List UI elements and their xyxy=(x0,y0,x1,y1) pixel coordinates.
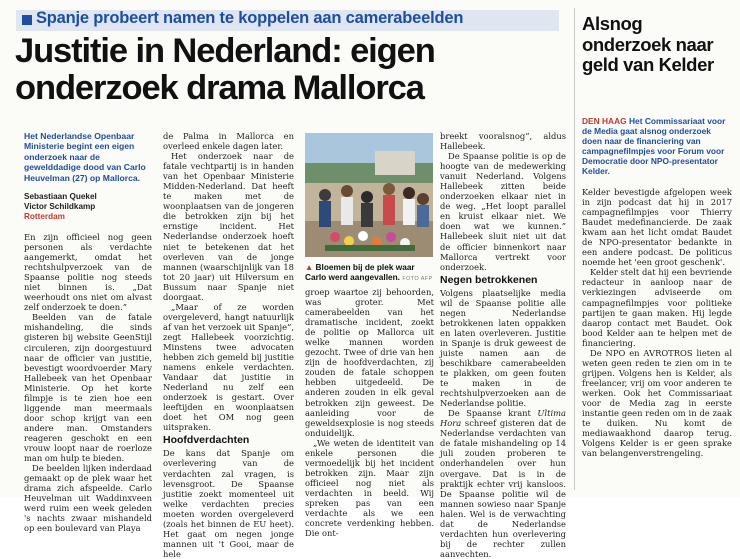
column1-paragraph-3: De beelden lijken inderdaad gemaakt op de plek waar het drama zich afspeelde. Carlo Heuvelman uit Waddinxveen werd ruim een week geleden 's nachts zwaar mishandeld op een boulevard van Playa xyxy=(24,463,152,534)
sidebar-body xyxy=(582,187,732,458)
intro-text: Het Nederlandse Openbaar Ministerie begint een eigen onderzoek naar de gewelddadige dood van Carlo Heuvelman (27) op Mallorca. xyxy=(24,131,146,183)
author-1: Sebastiaan Quekel xyxy=(24,192,97,201)
sidebar-dateline: DEN HAAG xyxy=(582,116,627,126)
main-headline xyxy=(15,33,565,107)
byline-dateline: Rotterdam xyxy=(24,211,65,221)
column2-paragraph-1: de Palma in Mallorca en overleed enkele dagen later. xyxy=(163,131,294,152)
column2-paragraph-2: Het onderzoek naar de fatale vechtpartij is in handen van het Openbaar Ministerie Midden-Nederland. Dat heeft te maken met de woonplaatsen van de jongeren die betrokken zijn bij het ernstige incident. Het Nederlandse onderzoek hoeft niet te betekenen dat het overleven van de jonge mannen (waarschijnlijk van 18 tot 20 jaar) uit Hilversum en Bussum naar Spanje niet doorgaat. xyxy=(163,151,294,302)
subhead-hoofdverdachten: Hoofdverdachten xyxy=(163,434,250,447)
byline xyxy=(24,192,154,221)
column3-paragraph-4 xyxy=(440,408,566,559)
flowers-photo xyxy=(305,133,433,257)
article-column-1 xyxy=(24,232,152,533)
column3-paragraph-2: De Spaanse politie is op de hoogte van de medewerking vanuit Nederland. Volgens Hallebeek zitten beide onderzoeken elkaar niet in de weg. „Het loopt parallel en kruist elkaar niet. We doen wat we kunnen.” Hallebeek sluit niet uit dat de officier binnenkort naar Mallorca vertrekt voor onderzoek. xyxy=(440,151,566,272)
article-column-middle xyxy=(305,287,434,538)
sidebar-paragraph-2: Kelder stelt dat hij een bevriende redacteur in aanloop naar de verkiezingen adviseerde om campagnefilmpjes voor politieke partijen te gaan maken. Hij legde daarop contact met Baudet. Ook bood Kelder aan te helpen met de financiering. xyxy=(582,267,732,348)
author-2: Victor Schildkamp xyxy=(24,201,96,211)
column2-paragraph-4: De kans dat Spanje om overlevering van de verdachten zal vragen, is levensgroot. De Spaanse justitie zoekt momenteel uit welke verdachten precies moeten worden overgeleverd (zoals het binnen de EU heet). Het gaat om negen jonge mannen uit 't Gooi, maar de hele xyxy=(163,448,294,559)
sidebar-paragraph-1: Kelder bevestigde afgelopen week in zijn podcast dat hij in 2017 campagnefilmpjes voor Thierry Baudet medefinancierde. De zaak kwam aan het licht omdat Baudet de NPO-presentator bedankte in een andere podcast. De politicus noemde het 'een groot geschenk'. xyxy=(582,187,732,268)
photo-caption xyxy=(305,262,435,284)
kicker-square-icon xyxy=(22,15,32,25)
newspaper-name: Ultima Hora xyxy=(440,408,566,429)
column3-paragraph-1: breekt vooralsnog”, aldus Hallebeek. xyxy=(440,131,566,152)
photo-illustration xyxy=(305,133,433,257)
column3-paragraph-4-start: De Spaanse krant xyxy=(448,408,538,419)
subhead-negen-betrokkenen: Negen betrokkenen xyxy=(440,273,538,286)
column2-paragraph-3: „Maar of ze worden overgeleverd, hangt natuurlijk af van het verzoek uit Spanje”, zegt Hallebeek voorzichtig. Minstens twee advocaten hebben zich gemeld bij justitie namens enkele verdachten. Vandaar dat justitie in Nederland nu zelf een onderzoek is gestart. Over leeftijden en woonplaatsen doet het OM nog geen uitspraken. xyxy=(163,301,294,433)
sidebar-paragraph-3: De NPO en AVROTROS lieten al weten geen reden te zien om in te grijpen. Volgens hen is Kelder, als freelancer, vrij om voor anderen te werken. Ook het Commissariaat voor de Media zag in eerste instantie geen reden om in de zaak te duiken. Nu komt de mediawaakhond daarop terug. Volgens Kelder is er geen sprake van belangenverstrengeling. xyxy=(582,347,732,459)
sidebar-headline: Alsnog onderzoek naar geld van Kelder xyxy=(582,13,714,76)
column-divider xyxy=(574,8,575,490)
kicker-title: Spanje probeert namen te koppelen aan camerabeelden xyxy=(36,9,464,27)
column1-paragraph-2: Beelden van de fatale mishandeling, die sinds gisteren bij website GeenStijl circuleren, zijn doorgestuurd naar de officier van justitie, bevestigt woordvoerder Mary Hallebeek van het Openbaar Ministerie. Op het korte filmpje is te zien hoe een liggende man meermaals door schop krijgt van een andere man. Omstanders reageren geschokt en een vrouw loopt naar de roerloze man om hulp te bieden. xyxy=(24,312,152,464)
column3-paragraph-4-rest: schreef gisteren dat de Nederlandse verdachten van de fatale mishandeling op 14 juli zouden proberen te onderhandelen over hun overgave. Dat is in de praktijk echter vrij kansloos. De Spaanse politie wil de mannen sowieso naar Spanje halen. Wel is de verwachting dat de Nederlandse verdachten hun overlevering bij de rechter zullen aanvechten. xyxy=(440,418,566,559)
article-column-3 xyxy=(440,131,566,559)
caption-triangle-icon: ▲ xyxy=(305,262,314,272)
column1-paragraph-1: En zijn officieel nog geen personen als verdachte aangemerkt, omdat het rechtshulpverzoek van de Spaanse politie nog steeds niet binnen is. „Dat weerhoudt ons niet om alvast zelf onderzoek te doen.” xyxy=(24,232,152,313)
headline-line-2: onderzoek drama Mallorca xyxy=(15,69,424,107)
photo-credit: FOTO AFP xyxy=(402,276,433,282)
column3-paragraph-3: Volgens plaatselijke media wil de Spaanse politie alle negen Nederlandse betrokkenen laten oppakken en laten overleveren. Justitie in Spanje is druk geweest de juiste namen aan de beschikbare camerabeelden te plakken, om geen fouten te maken in de rechtshulpverzoeken aan de Nederlandse politie. xyxy=(440,287,566,409)
middle-paragraph-2: „We weten de identiteit van enkele personen die vermoedelijk bij het incident betrokken zijn. Maar zijn officieel nog niet als verdachten in beeld. Wij spreken pas van een verdachte als we een concrete verdenking hebben. Die ont- xyxy=(305,437,434,539)
headline-line-1: Justitie in Nederland: eigen xyxy=(15,32,435,70)
sidebar-lead-text: Het Commissariaat voor de Media gaat alsnog onderzoek doen naar de financiering van campagnefilmpjes voor Forum voor Democratie door NPO-presentator Kelder. xyxy=(582,116,726,177)
article-column-2 xyxy=(163,131,294,559)
sidebar-lead xyxy=(582,116,732,176)
middle-paragraph-1: groep waartoe zij behoorden, was groter. Met camerabeelden van het dramatische incident, zoekt de politie op Mallorca uit welke mannen worden gezocht. Twee of drie van hen zijn de hoofdverdachten, zij zouden de fatale schoppen hebben uitgedeeld. De anderen zouden in elk geval betrokken zijn geweest. De aanleiding voor de geweldsexplosie is nog steeds onduidelijk. xyxy=(305,287,434,438)
caption-text: Bloemen bij de plek waar Carlo werd aangevallen. xyxy=(305,262,415,282)
